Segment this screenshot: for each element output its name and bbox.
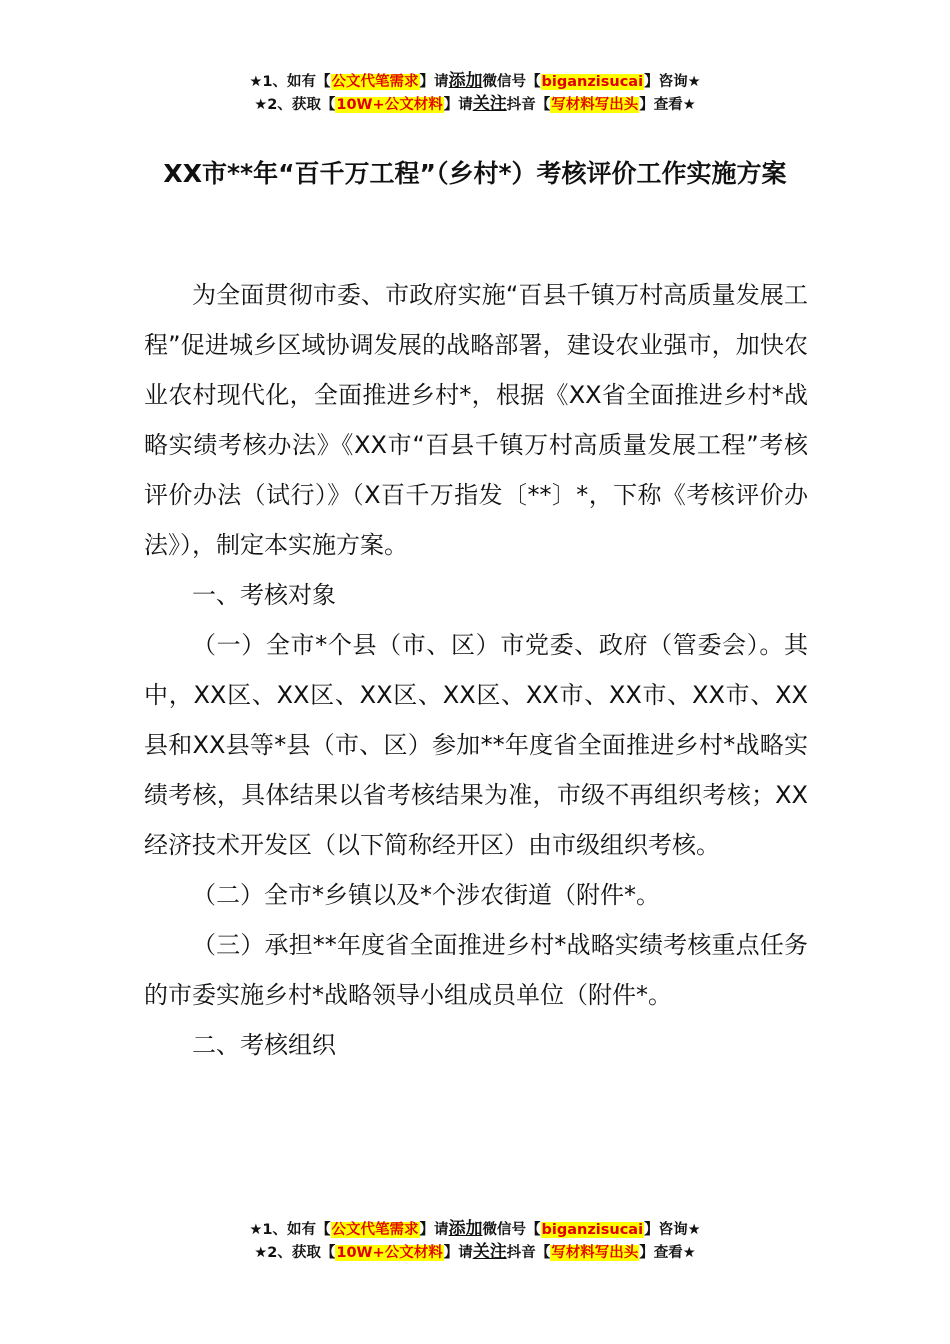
document-body [144, 270, 808, 1070]
notice-text: ★2、获取【 [254, 1245, 336, 1261]
notice-text: 】查看★ [639, 97, 696, 113]
notice-text: 】查看★ [639, 1245, 696, 1261]
body-paragraph: （二）全市*乡镇以及*个涉农街道（附件*。 [192, 881, 660, 909]
notice-text: 】请 [419, 1222, 449, 1238]
notice-line-2 [0, 93, 950, 116]
notice-highlight: 10W+公文材料 [336, 97, 443, 113]
notice-text: 微信号【 [482, 74, 541, 90]
notice-text: 】请 [443, 97, 473, 113]
section-heading: 二、考核组织 [192, 1031, 336, 1059]
notice-underline: 添加 [448, 1219, 483, 1239]
notice-text: 】咨询★ [644, 74, 701, 90]
body-paragraph: （一）全市*个县（市、区）市党委、政府（管委会）。其中，XX区、XX区、XX区、XX区、XX市、XX市、XX市、XX县和XX县等*县（市、区）参加**年度省全面推进乡村*战略实绩考核，具体结果以省考核结果为准，市级不再组织考核；XX经济技术开发区（以下简称经开区）由市级组织考核。 [144, 631, 808, 859]
notice-text: ★1、如有【 [249, 1222, 331, 1238]
notice-underline: 关注 [472, 1242, 507, 1262]
notice-highlight: 写材料写出头 [551, 97, 639, 113]
notice-text: 微信号【 [482, 1222, 541, 1238]
notice-text: ★1、如有【 [249, 74, 331, 90]
notice-text: 抖音【 [506, 1245, 551, 1261]
notice-highlight: biganzisucai [541, 1222, 644, 1238]
intro-paragraph: 为全面贯彻市委、市政府实施“百县千镇万村高质量发展工程”促进城乡区域协调发展的战略部署，建设农业强市，加快农业农村现代化，全面推进乡村*，根据《XX省全面推进乡村*战略实绩考核办法》《XX市“百县千镇万村高质量发展工程”考核评价办法（试行）》（X百千万指发〔**〕*，下称《考核评价办法》），制定本实施方案。 [144, 281, 808, 559]
body-paragraph: （三）承担**年度省全面推进乡村*战略实绩考核重点任务的市委实施乡村*战略领导小组成员单位（附件*。 [144, 931, 808, 1009]
notice-highlight: 公文代笔需求 [331, 1222, 419, 1238]
header-notice [0, 70, 950, 116]
notice-line-1 [0, 70, 950, 93]
notice-highlight: 10W+公文材料 [336, 1245, 443, 1261]
notice-underline: 添加 [448, 71, 483, 91]
section-heading: 一、考核对象 [192, 581, 336, 609]
notice-line-2 [0, 1241, 950, 1264]
notice-text: ★2、获取【 [254, 97, 336, 113]
notice-line-1 [0, 1218, 950, 1241]
notice-text: 】请 [419, 74, 449, 90]
notice-highlight: 写材料写出头 [551, 1245, 639, 1261]
notice-highlight: 公文代笔需求 [331, 74, 419, 90]
notice-text: 抖音【 [506, 97, 551, 113]
notice-highlight: biganzisucai [541, 74, 644, 90]
notice-underline: 关注 [472, 94, 507, 114]
notice-text: 】咨询★ [644, 1222, 701, 1238]
notice-text: 】请 [443, 1245, 473, 1261]
footer-notice [0, 1218, 950, 1264]
document-title: XX市**年“百千万工程”（乡村*）考核评价工作实施方案 [163, 159, 787, 188]
